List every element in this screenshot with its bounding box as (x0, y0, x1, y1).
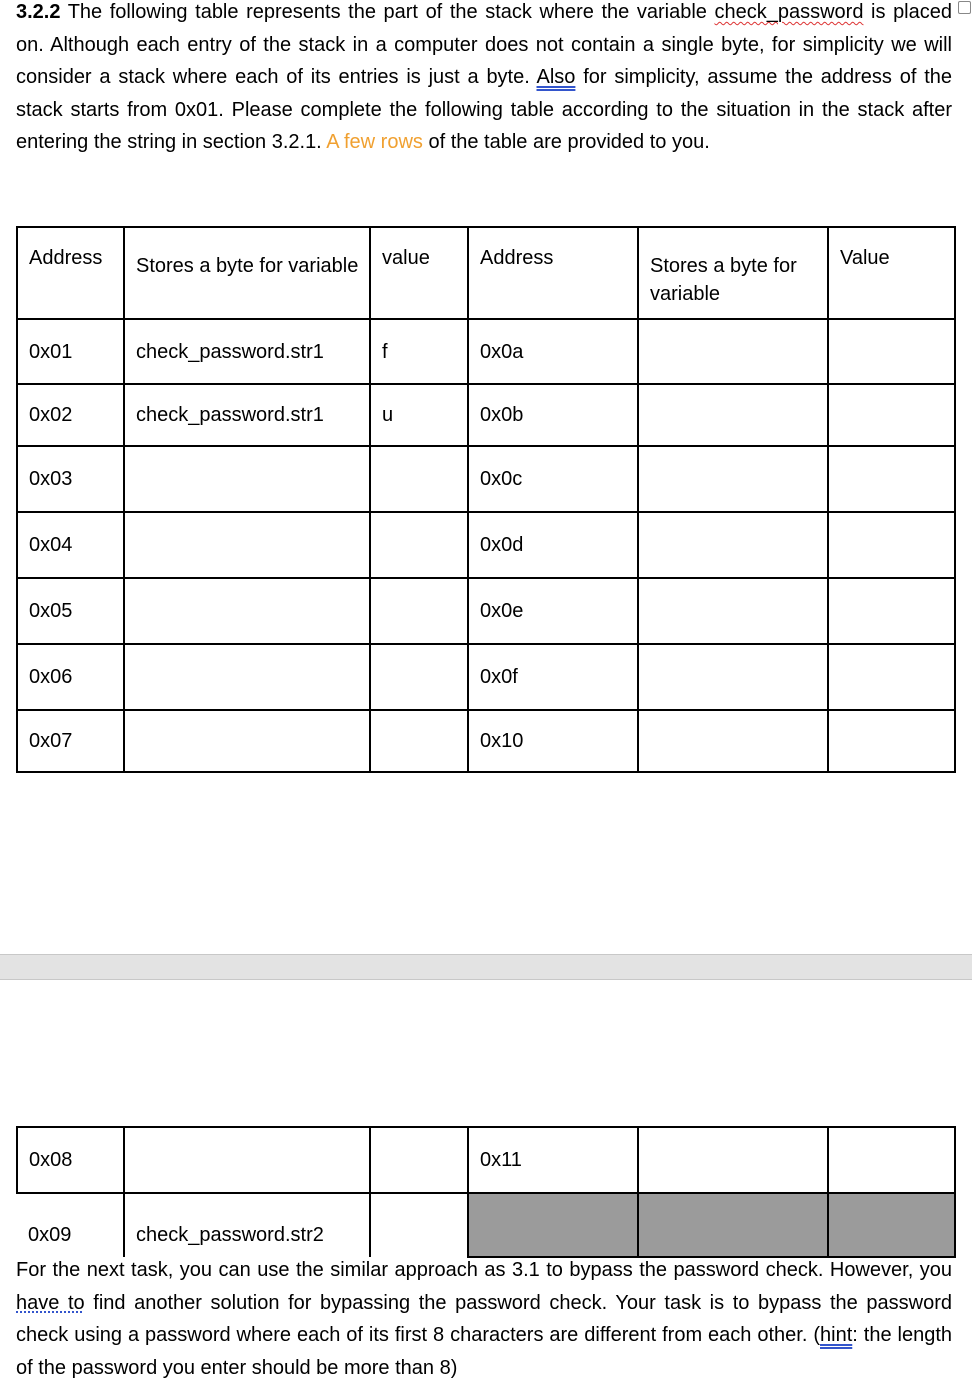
cell-variable[interactable] (124, 644, 370, 710)
cell-value[interactable]: f (370, 319, 468, 384)
intro-paragraph (16, 0, 952, 159)
cell-value[interactable] (370, 1127, 468, 1193)
intro-text-3: for simplicity, assume the address of the stack starts from 0x01. Please complete the following table according to the situation in the stack after entering the string in section 3.2.1. (16, 66, 952, 153)
also-word: Also (536, 66, 576, 88)
cell-variable[interactable]: check_password.str1 (124, 319, 370, 384)
cell-variable[interactable] (638, 384, 828, 446)
cell-address: 0x05 (17, 578, 124, 644)
table-row (17, 578, 955, 644)
header-address-2: Address (468, 227, 638, 319)
table-row (17, 384, 955, 446)
cell-address: 0x10 (468, 710, 638, 772)
table-row (17, 512, 955, 578)
table-row (17, 319, 955, 384)
cell-address: 0x02 (17, 384, 124, 446)
checkbox-icon[interactable] (958, 1, 971, 14)
cell-value[interactable] (370, 710, 468, 772)
cell-address: 0x09 (17, 1193, 124, 1257)
table-row (17, 446, 955, 512)
highlighted-phrase: A few rows (326, 131, 423, 153)
cell-variable[interactable] (638, 319, 828, 384)
header-variable-1: Stores a byte for variable (124, 227, 370, 319)
intro-text-1: The following table represents the part of the stack where the variable (60, 1, 715, 23)
variable-name: check_password (714, 1, 864, 23)
cell-variable[interactable] (638, 644, 828, 710)
cell-address: 0x07 (17, 710, 124, 772)
section-number: 3.2.2 (16, 1, 61, 23)
cell-value[interactable] (828, 319, 955, 384)
table-row (17, 644, 955, 710)
cell-address: 0x03 (17, 446, 124, 512)
cell-address: 0x0b (468, 384, 638, 446)
cell-address-shaded (468, 1193, 638, 1257)
table-row (17, 710, 955, 772)
cell-value[interactable] (828, 578, 955, 644)
cell-value[interactable] (370, 644, 468, 710)
cell-address: 0x11 (468, 1127, 638, 1193)
cell-address: 0x06 (17, 644, 124, 710)
cell-variable[interactable] (124, 446, 370, 512)
outro-text-1: For the next task, you can use the similar approach as 3.1 to bypass the password check. However, you (16, 1259, 952, 1281)
cell-variable[interactable] (124, 578, 370, 644)
cell-address: 0x0c (468, 446, 638, 512)
cell-address: 0x0e (468, 578, 638, 644)
have-to-phrase: have to (16, 1291, 85, 1314)
cell-variable[interactable] (124, 1127, 370, 1193)
outro-text-3: : the length of the password you enter should be more than 8) (16, 1324, 953, 1379)
header-value-2: Value (828, 227, 955, 319)
cell-variable[interactable]: check_password.str1 (124, 384, 370, 446)
header-variable-2: Stores a byte for variable (638, 227, 828, 319)
cell-variable[interactable] (124, 512, 370, 578)
task-paragraph (16, 1254, 952, 1384)
table-row (17, 1127, 955, 1193)
outro-text-2: find another solution for bypassing the password check. Your task is to bypass the password check using a password where each of its first 8 characters are different from each other. ( (16, 1291, 952, 1346)
cell-value-shaded (828, 1193, 955, 1257)
cell-value[interactable] (828, 446, 955, 512)
cell-variable[interactable] (638, 446, 828, 512)
intro-text-4: of the table are provided to you. (422, 131, 710, 153)
cell-value[interactable] (828, 384, 955, 446)
cell-value[interactable] (828, 512, 955, 578)
cell-address: 0x0a (468, 319, 638, 384)
cell-value[interactable] (828, 710, 955, 772)
cell-variable[interactable] (638, 578, 828, 644)
cell-address: 0x0d (468, 512, 638, 578)
cell-value[interactable]: u (370, 384, 468, 446)
cell-address: 0x08 (17, 1127, 124, 1193)
cell-variable[interactable] (638, 1127, 828, 1193)
intro-text-2: is placed on. Although each entry of the stack in a computer does not contain a single byte, for simplicity we will consider a stack where each of its entries is just a byte. (16, 1, 952, 88)
page-break-divider (0, 954, 972, 980)
cell-address: 0x0f (468, 644, 638, 710)
cell-value[interactable] (828, 644, 955, 710)
cell-value[interactable] (370, 1193, 468, 1257)
hint-word: hint (820, 1324, 853, 1346)
cell-value[interactable] (370, 512, 468, 578)
cell-value[interactable] (828, 1127, 955, 1193)
cell-address: 0x04 (17, 512, 124, 578)
cell-variable[interactable] (638, 512, 828, 578)
cell-address: 0x01 (17, 319, 124, 384)
header-value-1: value (370, 227, 468, 319)
cell-value[interactable] (370, 578, 468, 644)
cell-value[interactable] (370, 446, 468, 512)
cell-variable-shaded (638, 1193, 828, 1257)
table-row (17, 1193, 955, 1257)
stack-table-continued (16, 1126, 956, 1258)
stack-table (16, 226, 956, 773)
header-address-1: Address (17, 227, 124, 319)
cell-variable[interactable]: check_password.str2 (124, 1193, 370, 1257)
cell-variable[interactable] (124, 710, 370, 772)
cell-variable[interactable] (638, 710, 828, 772)
table-header-row (17, 227, 955, 319)
